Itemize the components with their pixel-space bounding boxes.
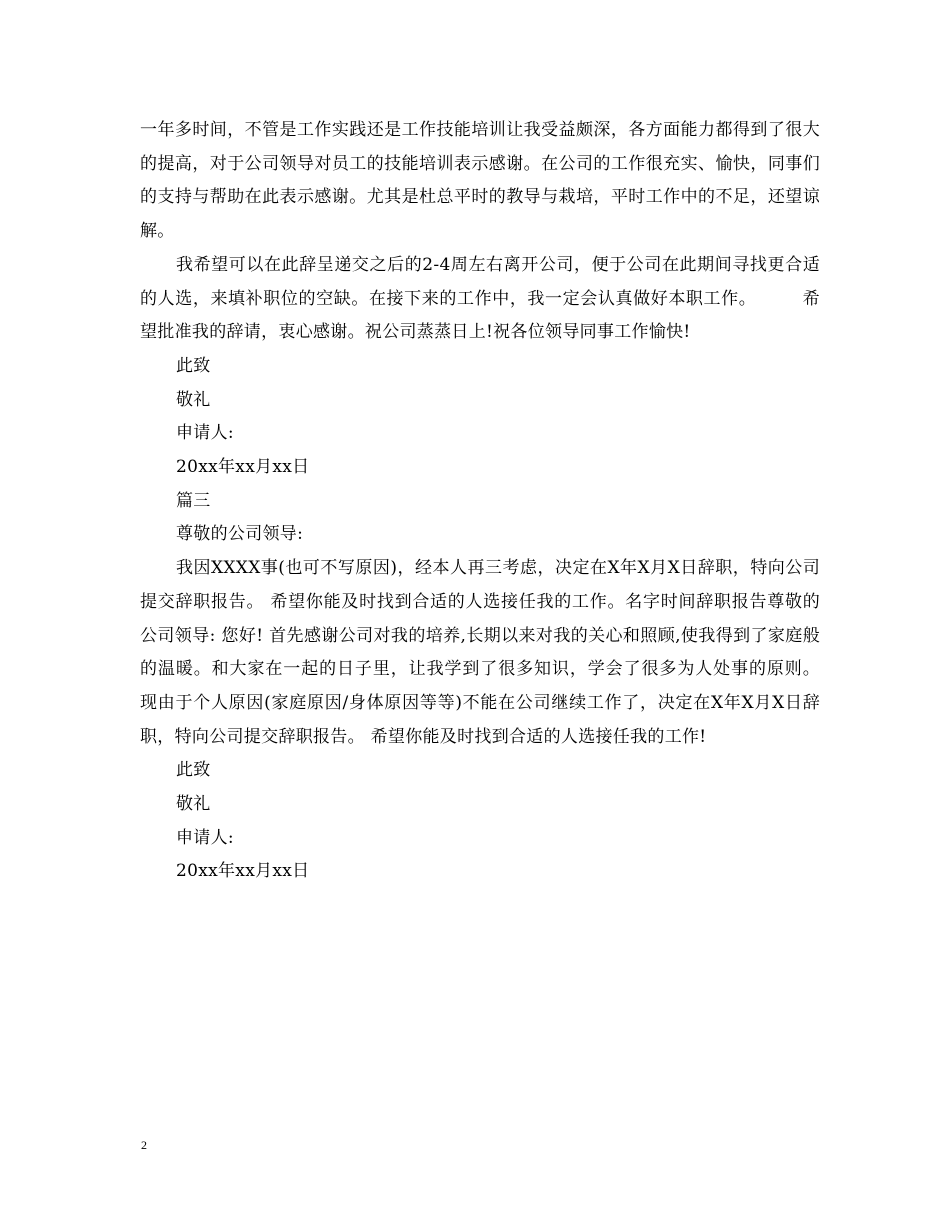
page-number: 2 (141, 1138, 147, 1152)
applicant-label-2: 申请人: (176, 827, 234, 848)
paragraph-resignation: 我因XXXX事(也可不写原因)，经本人再三考虑，决定在X年X月X日辞职，特向公司提交辞职报告。 希望你能及时找到合适的人选接任我的工作。名字时间辞职报告尊敬的公司领导: 您好! 首先感谢公司对我的培养,长期以来对我的关心和照顾,使我得到了家庭般的温暖。和大家在一起的日子里，让我学到了很多知识，学会了很多为人处事的原则。 现由于个人原因(家庭原因/身体原因等等)不能在公司继续工作了，决定在X年X月X日辞职，特向公司提交辞职报告。 希望你能及时找到合适的人选接任我的工作! (140, 558, 820, 747)
salutation-jingli: 敬礼 (176, 389, 211, 410)
paragraph-gratitude: 一年多时间，不管是工作实践还是工作技能培训让我受益颇深，各方面能力都得到了很大的提高，对于公司领导对员工的技能培训表示感谢。在公司的工作很充实、愉快，同事们的支持与帮助在此表示感谢。尤其是杜总平时的教导与栽培，平时工作中的不足，还望谅解。 (140, 120, 820, 242)
approval-request-text: 希望批准我的辞请，衷心感谢。祝公司蒸蒸日上!祝各位领导同事工作愉快! (140, 288, 820, 343)
paragraph-departure-plan (140, 249, 820, 350)
salutation-jingli-2: 敬礼 (176, 794, 211, 815)
date-line-2: 20xx年xx月xx日 (176, 861, 310, 882)
closing-cizhi-2: 此致 (176, 760, 211, 781)
letter-greeting: 尊敬的公司领导: (176, 524, 304, 545)
document-body (140, 114, 820, 889)
departure-plan-text: 我希望可以在此辞呈递交之后的2-4周左右离开公司，便于公司在此期间寻找更合适的人选，来填补职位的空缺。在接下来的工作中，我一定会认真做好本职工作。 (140, 254, 820, 309)
section-heading: 篇三 (176, 490, 211, 511)
closing-cizhi: 此致 (176, 355, 211, 376)
applicant-label: 申请人: (176, 423, 234, 444)
date-line: 20xx年xx月xx日 (176, 457, 310, 478)
